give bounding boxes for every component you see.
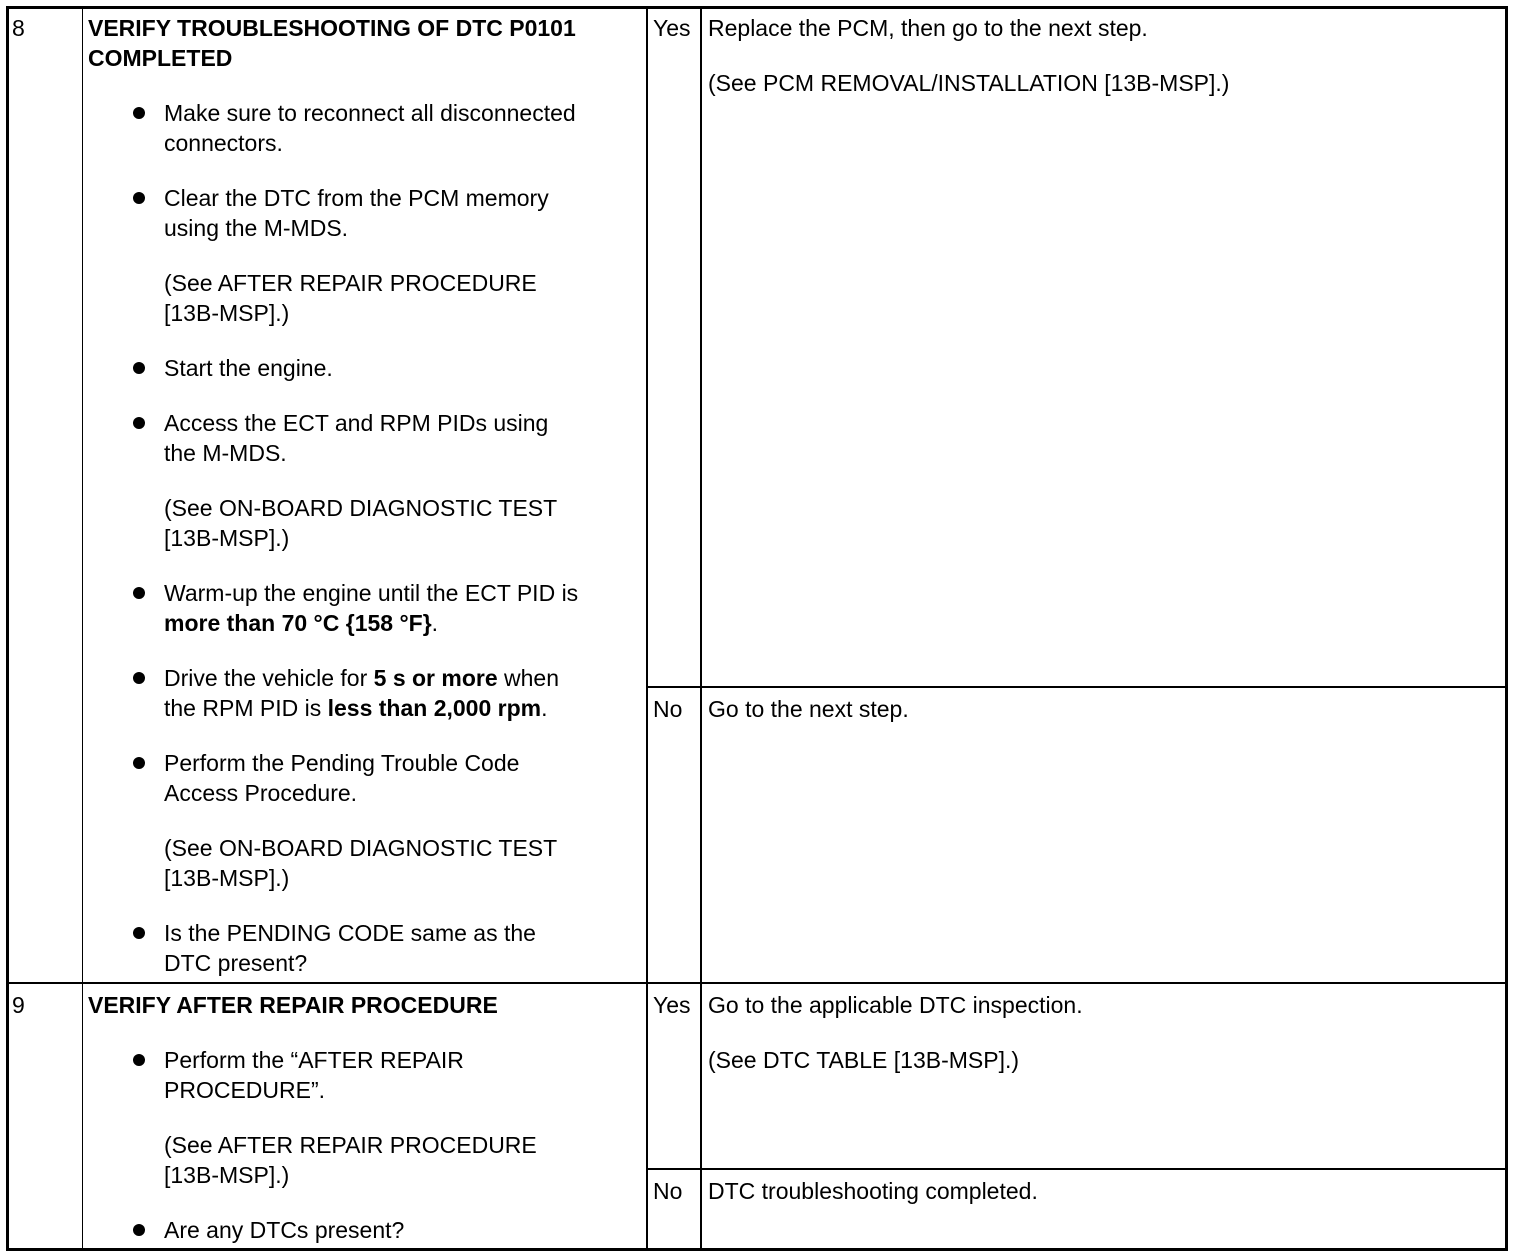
column-divider-step: [82, 8, 83, 1250]
list-item: Make sure to reconnect all disconnected connectors.: [164, 100, 576, 156]
table-border-top: [6, 6, 1508, 9]
bullet-icon: [133, 672, 145, 684]
column-divider-result: [700, 8, 702, 1250]
table-border-right: [1505, 6, 1508, 1251]
step-number: 8: [12, 15, 25, 41]
list-item: Is the PENDING CODE same as the DTC present?: [164, 920, 536, 976]
bullet-icon: [133, 362, 145, 374]
list-item: Are any DTCs present?: [164, 1217, 405, 1243]
no-result: DTC troubleshooting completed.: [708, 1178, 1038, 1204]
bullet-icon: [133, 1224, 145, 1236]
reference-note: (See ON-BOARD DIAGNOSTIC TEST [13B-MSP].): [164, 835, 558, 891]
bullet-icon: [133, 1054, 145, 1066]
bullet-icon: [133, 927, 145, 939]
list-item: Perform the Pending Trouble Code Access Procedure.: [164, 750, 520, 806]
step-title: VERIFY AFTER REPAIR PROCEDURE: [88, 992, 498, 1018]
step-title-continued: COMPLETED: [88, 45, 233, 71]
list-item: Perform the “AFTER REPAIR PROCEDURE”.: [164, 1047, 464, 1103]
yes-result: Go to the applicable DTC inspection.: [708, 992, 1083, 1018]
yes-label: Yes: [653, 15, 691, 41]
table-border-left: [6, 6, 9, 1251]
bullet-icon: [133, 587, 145, 599]
no-label: No: [653, 696, 683, 722]
list-item: Drive the vehicle for 5 s or more when the RPM PID is less than 2,000 rpm.: [164, 665, 560, 721]
yes-reference: (See DTC TABLE [13B-MSP].): [708, 1047, 1020, 1073]
list-item: Start the engine.: [164, 355, 333, 381]
yes-reference: (See PCM REMOVAL/INSTALLATION [13B-MSP].): [708, 70, 1230, 96]
table-border-bottom: [6, 1248, 1508, 1251]
reference-note: (See AFTER REPAIR PROCEDURE [13B-MSP].): [164, 1132, 537, 1188]
reference-note: (See ON-BOARD DIAGNOSTIC TEST [13B-MSP].): [164, 495, 558, 551]
list-item: Warm-up the engine until the ECT PID is more than 70 °C {158 °F}.: [164, 580, 579, 636]
yes-result: Replace the PCM, then go to the next step.: [708, 15, 1148, 41]
no-result: Go to the next step.: [708, 696, 909, 722]
bullet-icon: [133, 107, 145, 119]
column-divider-action: [646, 8, 648, 1250]
bullet-icon: [133, 192, 145, 204]
bullet-icon: [133, 417, 145, 429]
reference-note: (See AFTER REPAIR PROCEDURE [13B-MSP].): [164, 270, 537, 326]
row8-yes-no-divider: [647, 686, 1506, 688]
yes-label: Yes: [653, 992, 691, 1018]
row9-yes-no-divider: [647, 1168, 1506, 1170]
bullet-icon: [133, 757, 145, 769]
no-label: No: [653, 1178, 683, 1204]
list-item: Access the ECT and RPM PIDs using the M-MDS.: [164, 410, 549, 466]
list-item: Clear the DTC from the PCM memory using the M-MDS.: [164, 185, 549, 241]
row-divider: [8, 982, 1507, 984]
step-title: VERIFY TROUBLESHOOTING OF DTC P0101: [88, 15, 576, 41]
step-number: 9: [12, 992, 25, 1018]
